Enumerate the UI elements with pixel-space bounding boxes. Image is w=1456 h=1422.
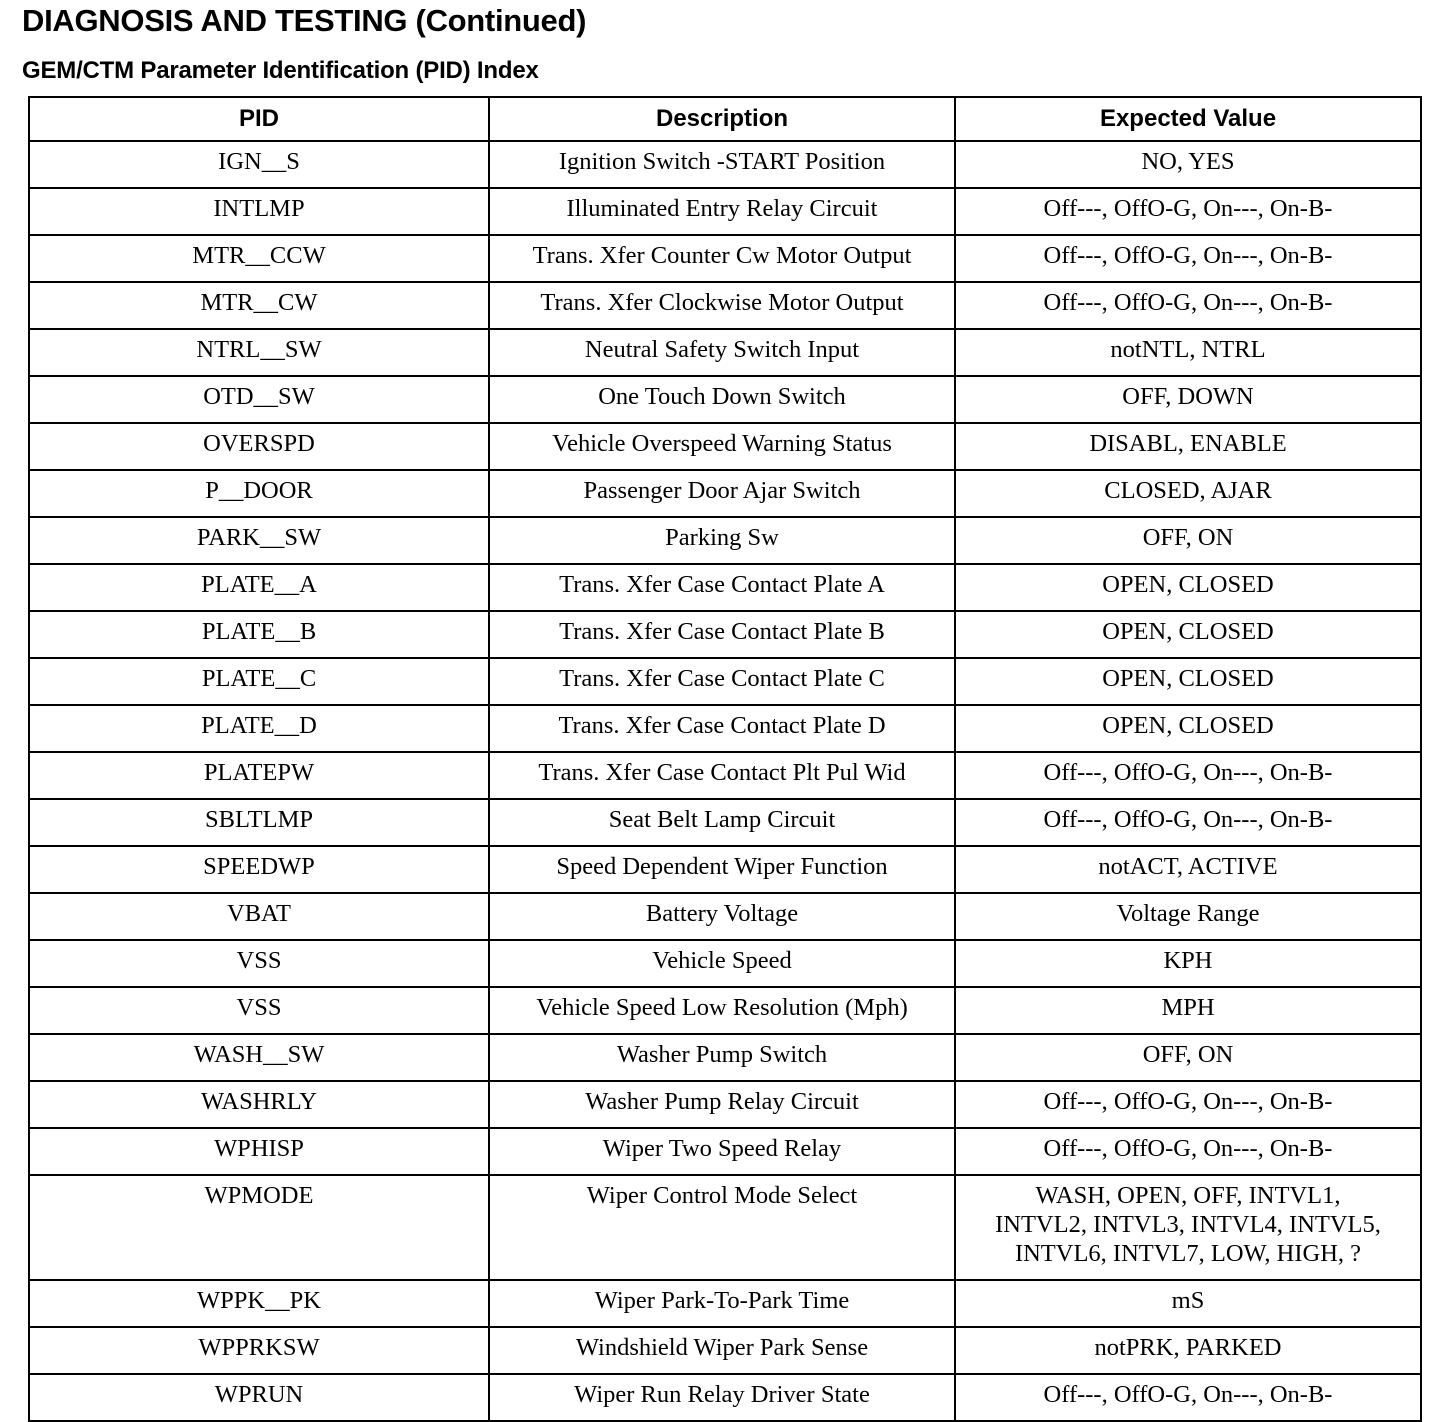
description-cell: Washer Pump Switch <box>489 1034 955 1081</box>
expected-value-cell: DISABL, ENABLE <box>955 423 1421 470</box>
pid-cell: OVERSPD <box>29 423 489 470</box>
table-row <box>29 188 1421 235</box>
table-title: GEM/CTM Parameter Identification (PID) Index <box>22 57 539 84</box>
description-cell: Vehicle Speed <box>489 940 955 987</box>
pid-cell: WPHISP <box>29 1128 489 1175</box>
table-row <box>29 376 1421 423</box>
table-row <box>29 752 1421 799</box>
table-row <box>29 141 1421 188</box>
description-cell: Vehicle Overspeed Warning Status <box>489 423 955 470</box>
table-row <box>29 1175 1421 1280</box>
table-row <box>29 1034 1421 1081</box>
expected-value-cell: OPEN, CLOSED <box>955 705 1421 752</box>
pid-cell: PLATE__A <box>29 564 489 611</box>
expected-value-line: INTVL2, INTVL3, INTVL4, INTVL5, <box>995 1211 1381 1238</box>
pid-index-table <box>28 96 1422 1422</box>
pid-cell: NTRL__SW <box>29 329 489 376</box>
expected-value-cell: Voltage Range <box>955 893 1421 940</box>
table-row <box>29 1280 1421 1327</box>
description-cell: Wiper Control Mode Select <box>489 1175 955 1280</box>
pid-cell: INTLMP <box>29 188 489 235</box>
expected-value-cell: CLOSED, AJAR <box>955 470 1421 517</box>
expected-value-cell: KPH <box>955 940 1421 987</box>
description-cell: Vehicle Speed Low Resolution (Mph) <box>489 987 955 1034</box>
expected-value-cell: OFF, DOWN <box>955 376 1421 423</box>
description-cell: Seat Belt Lamp Circuit <box>489 799 955 846</box>
pid-cell: IGN__S <box>29 141 489 188</box>
expected-value-cell: mS <box>955 1280 1421 1327</box>
description-cell: Ignition Switch -START Position <box>489 141 955 188</box>
pid-cell: WPRUN <box>29 1374 489 1421</box>
description-cell: Trans. Xfer Counter Cw Motor Output <box>489 235 955 282</box>
pid-cell: PARK__SW <box>29 517 489 564</box>
expected-value-cell: Off---, OffO-G, On---, On-B- <box>955 282 1421 329</box>
table-row <box>29 1128 1421 1175</box>
expected-value-cell: notNTL, NTRL <box>955 329 1421 376</box>
pid-cell: WPPK__PK <box>29 1280 489 1327</box>
pid-cell: PLATE__C <box>29 658 489 705</box>
page-heading: DIAGNOSIS AND TESTING (Continued) <box>22 3 587 38</box>
pid-cell: VSS <box>29 987 489 1034</box>
description-cell: Washer Pump Relay Circuit <box>489 1081 955 1128</box>
table-row <box>29 282 1421 329</box>
description-cell: Trans. Xfer Case Contact Plate A <box>489 564 955 611</box>
expected-value-cell: Off---, OffO-G, On---, On-B- <box>955 799 1421 846</box>
pid-cell: P__DOOR <box>29 470 489 517</box>
description-cell: Trans. Xfer Case Contact Plate B <box>489 611 955 658</box>
expected-value-cell: notACT, ACTIVE <box>955 846 1421 893</box>
description-cell: Windshield Wiper Park Sense <box>489 1327 955 1374</box>
table-row <box>29 846 1421 893</box>
description-cell: Trans. Xfer Case Contact Plate C <box>489 658 955 705</box>
table-row <box>29 1374 1421 1421</box>
table-row <box>29 235 1421 282</box>
expected-value-cell: OPEN, CLOSED <box>955 611 1421 658</box>
description-cell: Illuminated Entry Relay Circuit <box>489 188 955 235</box>
pid-cell: PLATE__D <box>29 705 489 752</box>
expected-value-cell: Off---, OffO-G, On---, On-B- <box>955 235 1421 282</box>
table-row <box>29 799 1421 846</box>
description-cell: Speed Dependent Wiper Function <box>489 846 955 893</box>
pid-cell: PLATEPW <box>29 752 489 799</box>
description-cell: Passenger Door Ajar Switch <box>489 470 955 517</box>
table-row <box>29 1327 1421 1374</box>
table-row <box>29 987 1421 1034</box>
description-cell: Trans. Xfer Clockwise Motor Output <box>489 282 955 329</box>
pid-cell: VBAT <box>29 893 489 940</box>
table-row <box>29 470 1421 517</box>
expected-value-cell: OFF, ON <box>955 517 1421 564</box>
expected-value-cell: Off---, OffO-G, On---, On-B- <box>955 1081 1421 1128</box>
pid-cell: VSS <box>29 940 489 987</box>
table-header <box>29 97 1421 141</box>
description-cell: Wiper Run Relay Driver State <box>489 1374 955 1421</box>
expected-value-cell: Off---, OffO-G, On---, On-B- <box>955 752 1421 799</box>
column-header-expected-value: Expected Value <box>955 97 1421 141</box>
expected-value-cell: OPEN, CLOSED <box>955 658 1421 705</box>
table-row <box>29 329 1421 376</box>
table-row <box>29 423 1421 470</box>
header-row <box>29 97 1421 141</box>
pid-cell: SBLTLMP <box>29 799 489 846</box>
table-row <box>29 893 1421 940</box>
table-row <box>29 1081 1421 1128</box>
table-row <box>29 658 1421 705</box>
description-cell: Battery Voltage <box>489 893 955 940</box>
expected-value-cell: Off---, OffO-G, On---, On-B- <box>955 1128 1421 1175</box>
description-cell: Neutral Safety Switch Input <box>489 329 955 376</box>
expected-value-cell: OFF, ON <box>955 1034 1421 1081</box>
expected-value-line: WASH, OPEN, OFF, INTVL1, <box>1035 1182 1341 1209</box>
expected-value-cell: MPH <box>955 987 1421 1034</box>
pid-cell: WPPRKSW <box>29 1327 489 1374</box>
pid-cell: WPMODE <box>29 1175 489 1280</box>
expected-value-line: INTVL6, INTVL7, LOW, HIGH, ? <box>1014 1240 1362 1267</box>
pid-cell: PLATE__B <box>29 611 489 658</box>
pid-cell: MTR__CW <box>29 282 489 329</box>
table-row <box>29 564 1421 611</box>
column-header-description: Description <box>489 97 955 141</box>
table-row <box>29 705 1421 752</box>
expected-value-cell: OPEN, CLOSED <box>955 564 1421 611</box>
table-row <box>29 940 1421 987</box>
expected-value-cell <box>955 1175 1421 1280</box>
description-cell: Trans. Xfer Case Contact Plt Pul Wid <box>489 752 955 799</box>
pid-cell: MTR__CCW <box>29 235 489 282</box>
description-cell: Parking Sw <box>489 517 955 564</box>
column-header-pid: PID <box>29 97 489 141</box>
description-cell: Trans. Xfer Case Contact Plate D <box>489 705 955 752</box>
pid-cell: SPEEDWP <box>29 846 489 893</box>
table-row <box>29 611 1421 658</box>
pid-cell: WASH__SW <box>29 1034 489 1081</box>
pid-cell: WASHRLY <box>29 1081 489 1128</box>
description-cell: Wiper Park-To-Park Time <box>489 1280 955 1327</box>
description-cell: One Touch Down Switch <box>489 376 955 423</box>
expected-value-cell: Off---, OffO-G, On---, On-B- <box>955 188 1421 235</box>
expected-value-cell: NO, YES <box>955 141 1421 188</box>
pid-cell: OTD__SW <box>29 376 489 423</box>
expected-value-cell: notPRK, PARKED <box>955 1327 1421 1374</box>
expected-value-cell: Off---, OffO-G, On---, On-B- <box>955 1374 1421 1421</box>
description-cell: Wiper Two Speed Relay <box>489 1128 955 1175</box>
table-body <box>29 141 1421 1421</box>
table-row <box>29 517 1421 564</box>
